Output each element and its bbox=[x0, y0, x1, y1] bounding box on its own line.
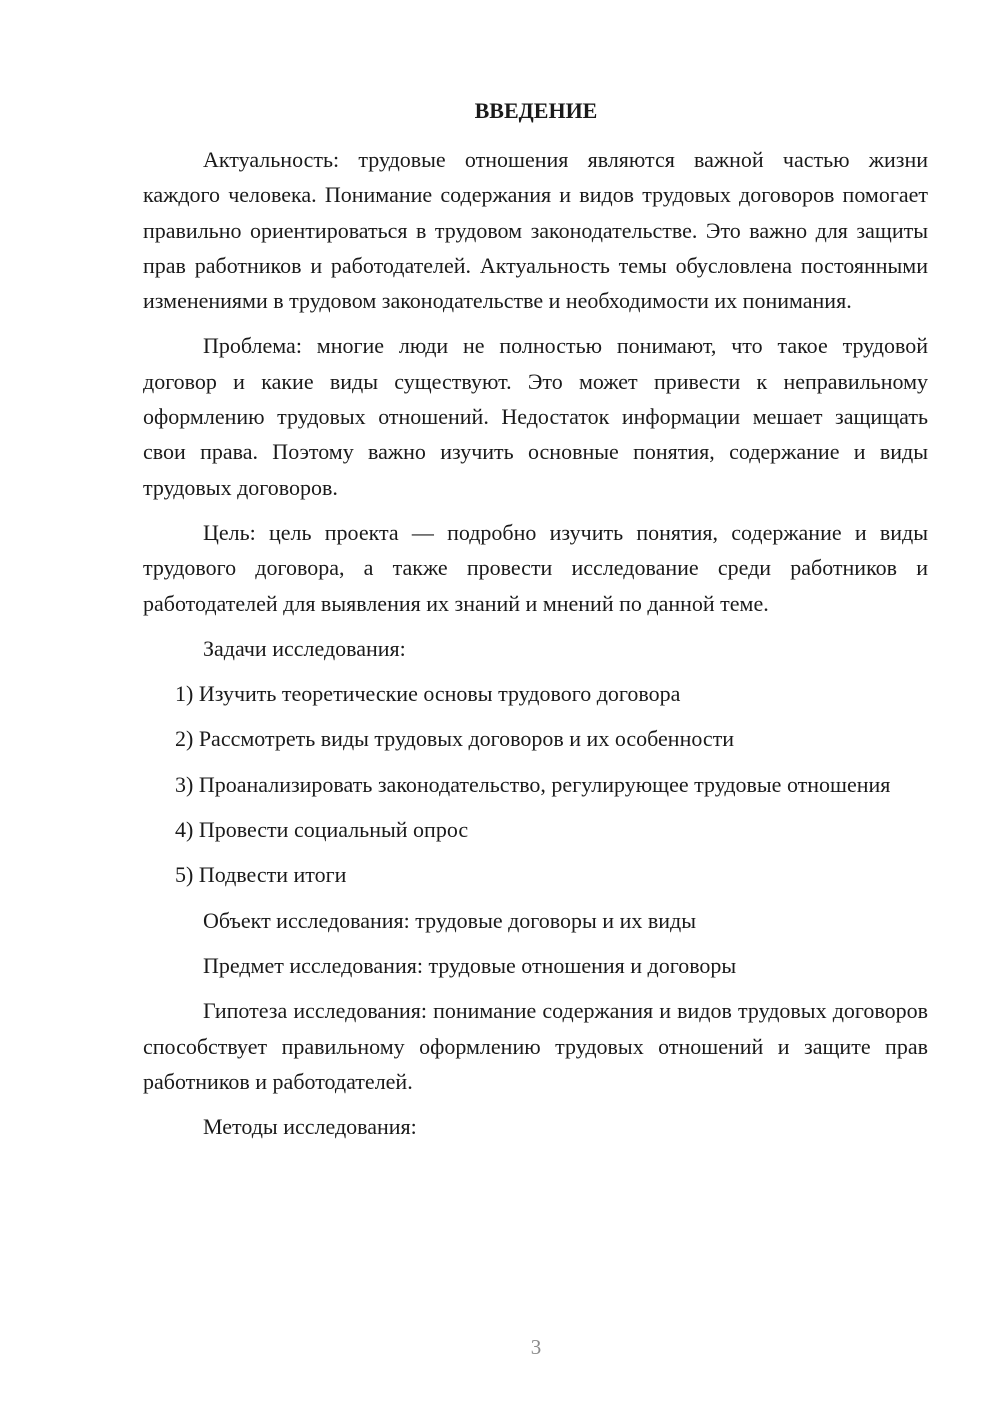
paragraph-object: Объект исследования: трудовые договоры и их виды bbox=[203, 907, 696, 933]
methods-heading: Методы исследования: bbox=[203, 1114, 417, 1140]
paragraph-hypothesis: Гипотеза исследования: понимание содержания и видов трудовых договоров способствует правильному оформлению трудовых отношений и защите прав работников и работодателей. bbox=[143, 998, 928, 1094]
tasks-heading: Задачи исследования: bbox=[203, 635, 406, 661]
page-title: ВВЕДЕНИЕ bbox=[474, 98, 598, 123]
task-item-5: 5) Подвести итоги bbox=[175, 862, 347, 888]
task-item-2: 2) Рассмотреть виды трудовых договоров и их особенности bbox=[175, 726, 735, 752]
task-item-3: 3) Проанализировать законодательство, регулирующее трудовые отношения bbox=[175, 771, 891, 797]
page-number: 3 bbox=[530, 1335, 542, 1359]
task-item-1: 1) Изучить теоретические основы трудового договора bbox=[175, 681, 681, 707]
paragraph-problem: Проблема: многие люди не полностью понимают, что такое трудовой договор и какие виды существуют. Это может привести к неправильному оформлению трудовых отношений. Недостаток информации мешает защищать свои права. Поэтому важно изучить основные понятия, содержание и виды трудовых договоров. bbox=[143, 333, 928, 500]
paragraph-relevance: Актуальность: трудовые отношения являются важной частью жизни каждого человека. Понимание содержания и видов трудовых договоров помогает правильно ориентироваться в трудовом законодательстве. Это важно для защиты прав работников и работодателей. Актуальность темы обусловлена постоянными изменениями в трудовом законодательстве и необходимости их понимания. bbox=[143, 147, 928, 314]
document-body bbox=[143, 142, 928, 1154]
paragraph-subject: Предмет исследования: трудовые отношения и договоры bbox=[203, 952, 737, 978]
task-item-4: 4) Провести социальный опрос bbox=[175, 817, 469, 843]
paragraph-goal: Цель: цель проекта — подробно изучить понятия, содержание и виды трудового договора, а также провести исследование среди работников и работодателей для выявления их знаний и мнений по данной теме. bbox=[143, 519, 928, 616]
